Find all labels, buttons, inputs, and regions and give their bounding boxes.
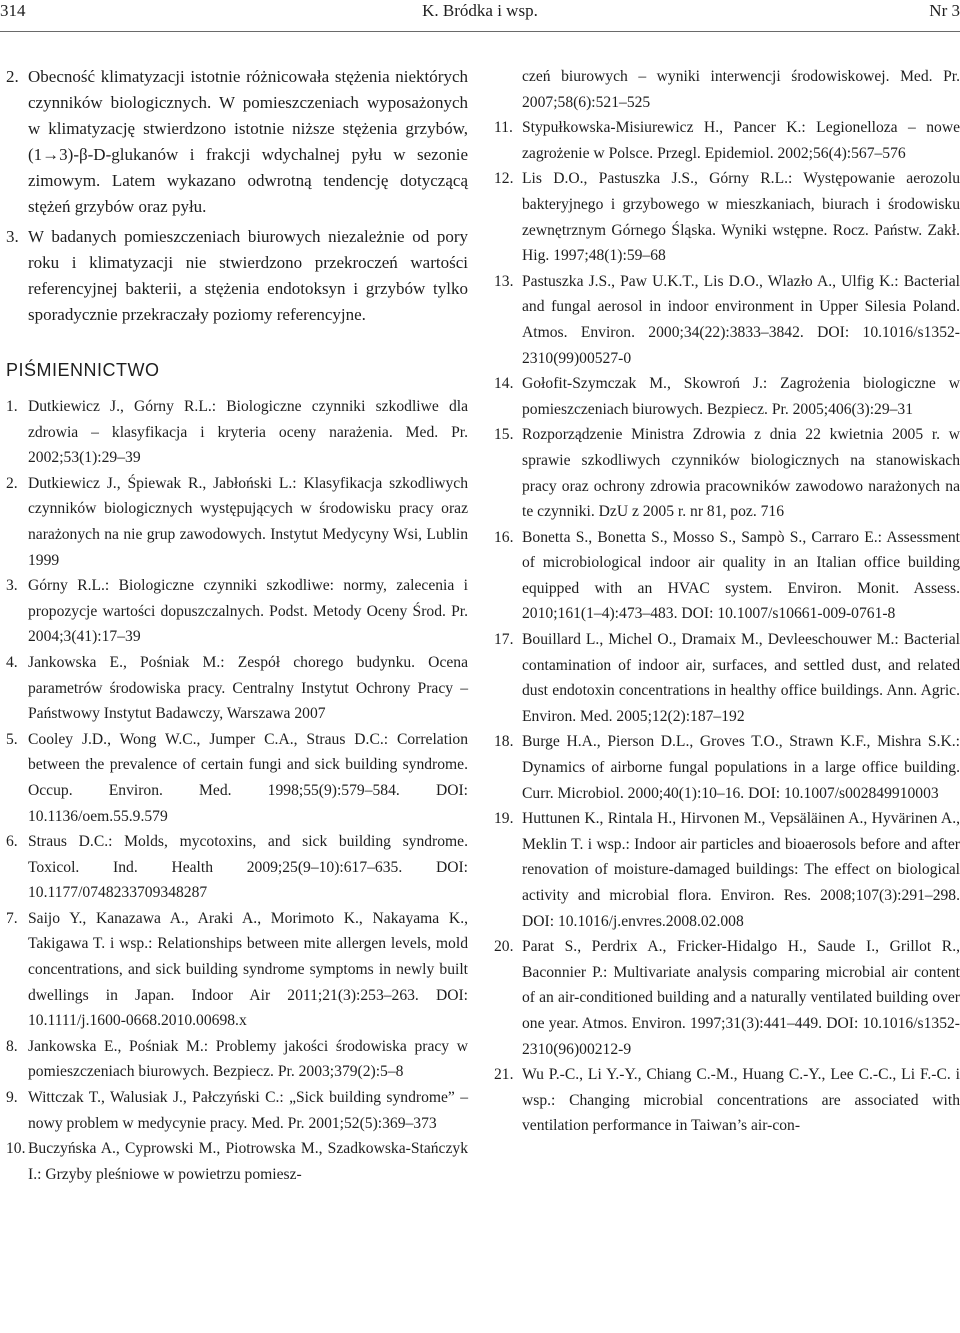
reference-text: Gołofit-Szymczak M., Skowroń J.: Zagrożenia biologiczne w pomieszczeniach biurowych. Bezpiecz. Pr. 2005;406(3):29–31 — [522, 375, 960, 418]
reference-number: 19. — [494, 810, 514, 828]
reference-text: Jankowska E., Pośniak M.: Zespół chorego budynku. Ocena parametrów środowiska pracy. Centralny Instytut Ochrony Pracy – Państwowy Instytut Badawczy, Warszawa 2007 — [28, 653, 468, 723]
reference-item — [6, 573, 468, 650]
reference-text: Górny R.L.: Biologiczne czynniki szkodliwe: normy, zalecenia i propozycje wartości dopuszczalnych. Podst. Metody Oceny Środ. Pr. 2004;3(41):17–39 — [28, 577, 468, 646]
reference-item — [6, 1136, 468, 1187]
header-rule — [0, 31, 960, 32]
page-number: 314 — [0, 1, 26, 20]
reference-item — [494, 525, 960, 627]
reference-item — [6, 1085, 468, 1136]
reference-text: Buczyńska A., Cyprowski M., Piotrowska M., Szadkowska-Stańczyk I.: Grzyby pleśniowe w powietrzu pomiesz- — [28, 1140, 468, 1183]
reference-item — [494, 806, 960, 934]
issue-number: Nr 3 — [929, 1, 960, 20]
references-list-right — [494, 115, 960, 1139]
reference-item — [6, 471, 468, 573]
reference-number: 20. — [494, 938, 514, 956]
reference-text: Rozporządzenie Ministra Zdrowia z dnia 22 kwietnia 2005 r. w sprawie szkodliwych czynników biologicznych na stanowiskach pracy oraz ochrony zdrowia pracowników zawodowo narażonych na te czynniki. DzU z 2005 r. nr 81, poz. 716 — [522, 426, 960, 521]
reference-number: 2. — [6, 474, 18, 492]
reference-text: Wu P.-C., Li Y.-Y., Chiang C.-M., Huang C.-Y., Lee C.-C., Li F.-C. i wsp.: Changing microbial concentrations are associated with ventilation performance in Taiwan’s air-con- — [522, 1066, 960, 1135]
references-list-left — [6, 394, 468, 1187]
reference-number: 11. — [494, 119, 513, 137]
reference-item — [494, 269, 960, 371]
reference-item — [494, 422, 960, 524]
reference-number: 3. — [6, 577, 18, 595]
reference-item — [494, 1062, 960, 1139]
reference-number: 15. — [494, 426, 514, 444]
reference-item — [494, 627, 960, 729]
reference-text: Dutkiewicz J., Śpiewak R., Jabłoński L.: Klasyfikacja szkodliwych czynników biologicznych występujących w środowisku pracy oraz narażonych na nie grup zawodowych. Instytut Medycyny Wsi, Lublin 1999 — [28, 474, 468, 569]
reference-text: Huttunen K., Rintala H., Hirvonen M., Vepsäläinen A., Hyvärinen A., Meklin T. i wsp.: Indoor air particles and bioaerosols before and after renovation of moisture-damaged buildings: The effect on biological activity and microbial flora. Environ. Res. 2008;107(3):291–298. DOI: 10.1016/j.envres.2008.02.008 — [522, 810, 960, 930]
reference-number: 8. — [6, 1037, 18, 1055]
reference-text: Jankowska E., Pośniak M.: Problemy jakości środowiska pracy w pomieszczeniach biurowych. Bezpiecz. Pr. 2003;379(2):5–8 — [28, 1037, 468, 1081]
reference-text: Wittczak T., Walusiak J., Pałczyński C.: „Sick building syndrome” – nowy problem w medycynie pracy. Med. Pr. 2001;52(5):369–373 — [28, 1089, 468, 1132]
conclusion-item — [6, 224, 468, 328]
running-header — [0, 0, 960, 42]
left-column — [6, 64, 468, 1187]
running-authors: K. Bródka i wsp. — [422, 1, 538, 20]
right-column — [494, 64, 960, 1139]
reference-number: 18. — [494, 733, 514, 751]
reference-item — [494, 371, 960, 422]
reference-number: 16. — [494, 528, 514, 546]
reference-number: 7. — [6, 909, 18, 927]
reference-number: 14. — [494, 375, 514, 393]
reference-text: Straus D.C.: Molds, mycotoxins, and sick building syndrome. Toxicol. Ind. Health 2009;25(9–10):617–635. DOI: 10.1177/0748233709348287 — [28, 833, 468, 902]
conclusions-list — [6, 64, 468, 328]
reference-number: 17. — [494, 631, 514, 649]
conclusion-item — [6, 64, 468, 220]
reference-text: Bouillard L., Michel O., Dramaix M., Devleeschouwer M.: Bacterial contamination of indoor air, surfaces, and settled dust, and related dust endotoxin concentrations in healthy office buildings. Ann. Agric. Environ. Med. 2005;12(2):187–192 — [522, 631, 960, 725]
reference-item — [6, 1034, 468, 1085]
reference-number: 1. — [6, 398, 18, 415]
reference-number: 9. — [6, 1089, 18, 1107]
reference-item — [6, 727, 468, 829]
reference-text: Burge H.A., Pierson D.L., Groves T.O., Strawn K.F., Mishra S.K.: Dynamics of airborne fungal populations in a large office building. Curr. Microbiol. 2000;40(1):10–16. DOI: 10.1007/s002849910003 — [522, 733, 960, 802]
reference-item — [494, 729, 960, 806]
reference-number: 5. — [6, 730, 18, 748]
reference-number: 21. — [494, 1066, 514, 1084]
reference-number: 10. — [6, 1140, 26, 1158]
reference-item — [6, 906, 468, 1034]
reference-item — [6, 829, 468, 906]
reference-number: 12. — [494, 170, 514, 188]
reference-number: 4. — [6, 653, 18, 671]
reference-number: 6. — [6, 833, 18, 851]
reference-text: Parat S., Perdrix A., Fricker-Hidalgo H., Saude I., Grillot R., Baconnier P.: Multivariate analysis comparing microbial air content of an air-conditioned building and a naturally ventilated building over one year. Atmos. Environ. 1997;31(3):441–449. DOI: 10.1016/s1352-2310(96)00212-9 — [522, 938, 960, 1058]
reference-continuation: czeń biurowych – wyniki interwencji środowiskowej. Med. Pr. 2007;58(6):521–525 — [522, 68, 960, 111]
references-heading: PIŚMIENNICTWO — [6, 360, 160, 380]
reference-item — [6, 650, 468, 727]
reference-number: 13. — [494, 272, 514, 290]
conclusion-text: Obecność klimatyzacji istotnie różnicowała stężenia niektórych czynników biologicznych. W pomieszczeniach wyposażonych w klimatyzację stwierdzono istotnie niższe stężenia grzybów, (1→3)-β-D-glukanów i frakcji wdychalnej pyłu w sezonie zimowym. Latem wykazano odwrotną tendencję dotyczącą stężeń grzybów oraz pyłu. — [28, 67, 468, 216]
reference-text: Dutkiewicz J., Górny R.L.: Biologiczne czynniki szkodliwe dla zdrowia – klasyfikacja i kryteria oceny narażenia. Med. Pr. 2002;53(1):29–39 — [28, 398, 468, 467]
conclusion-text: W badanych pomieszczeniach biurowych niezależnie od pory roku i klimatyzacji nie stwierdzono przekroczeń wartości referencyjnej bakterii, a stężenia endotoksyn i grzybów tylko sporadycznie przekraczały poziomy referencyjne. — [28, 227, 468, 324]
reference-text: Bonetta S., Bonetta S., Mosso S., Sampò S., Carraro E.: Assessment of microbiological indoor air quality in an Italian office building equipped with an HVAC system. Environ. Monit. Assess. 2010;161(1–4):473–483. DOI: 10.1007/s10661-009-0761-8 — [522, 528, 960, 623]
reference-item — [6, 394, 468, 471]
reference-item — [494, 115, 960, 166]
reference-item — [494, 166, 960, 268]
conclusion-number: 3. — [6, 227, 19, 246]
reference-text: Lis D.O., Pastuszka J.S., Górny R.L.: Występowanie aerozolu bakteryjnego i grzybowego w mieszkaniach, biurach i środowisku zewnętrznym Górnego Śląska. Wyniki wstępne. Rocz. Państw. Zakł. Hig. 1997;48(1):59–68 — [522, 170, 960, 265]
reference-text: Pastuszka J.S., Paw U.K.T., Lis D.O., Wlazło A., Ulfig K.: Bacterial and fungal aerosol in indoor environment in Upper Silesia Poland. Atmos. Environ. 2000;34(22):3833–3842. DOI: 10.1016/s1352-2310(99)00527-0 — [522, 272, 960, 367]
reference-text: Cooley J.D., Wong W.C., Jumper C.A., Straus D.C.: Correlation between the prevalence of certain fungi and sick building syndrome. Occup. Environ. Med. 1998;55(9):579–584. DOI: 10.1136/oem.55.9.579 — [28, 730, 468, 825]
reference-item — [494, 934, 960, 1062]
reference-text: Saijo Y., Kanazawa A., Araki A., Morimoto K., Nakayama K., Takigawa T. i wsp.: Relationships between mite allergen levels, mold concentrations, and sick building syndrome symptoms in newly built dwellings in Japan. Indoor Air 2011;21(3):253–263. DOI: 10.1111/j.1600-0668.2010.00698.x — [28, 909, 468, 1030]
reference-text: Stypułkowska-Misiurewicz H., Pancer K.: Legionelloza – nowe zagrożenie w Polsce. Przegl. Epidemiol. 2002;56(4):567–576 — [522, 119, 960, 162]
conclusion-number: 2. — [6, 67, 19, 86]
